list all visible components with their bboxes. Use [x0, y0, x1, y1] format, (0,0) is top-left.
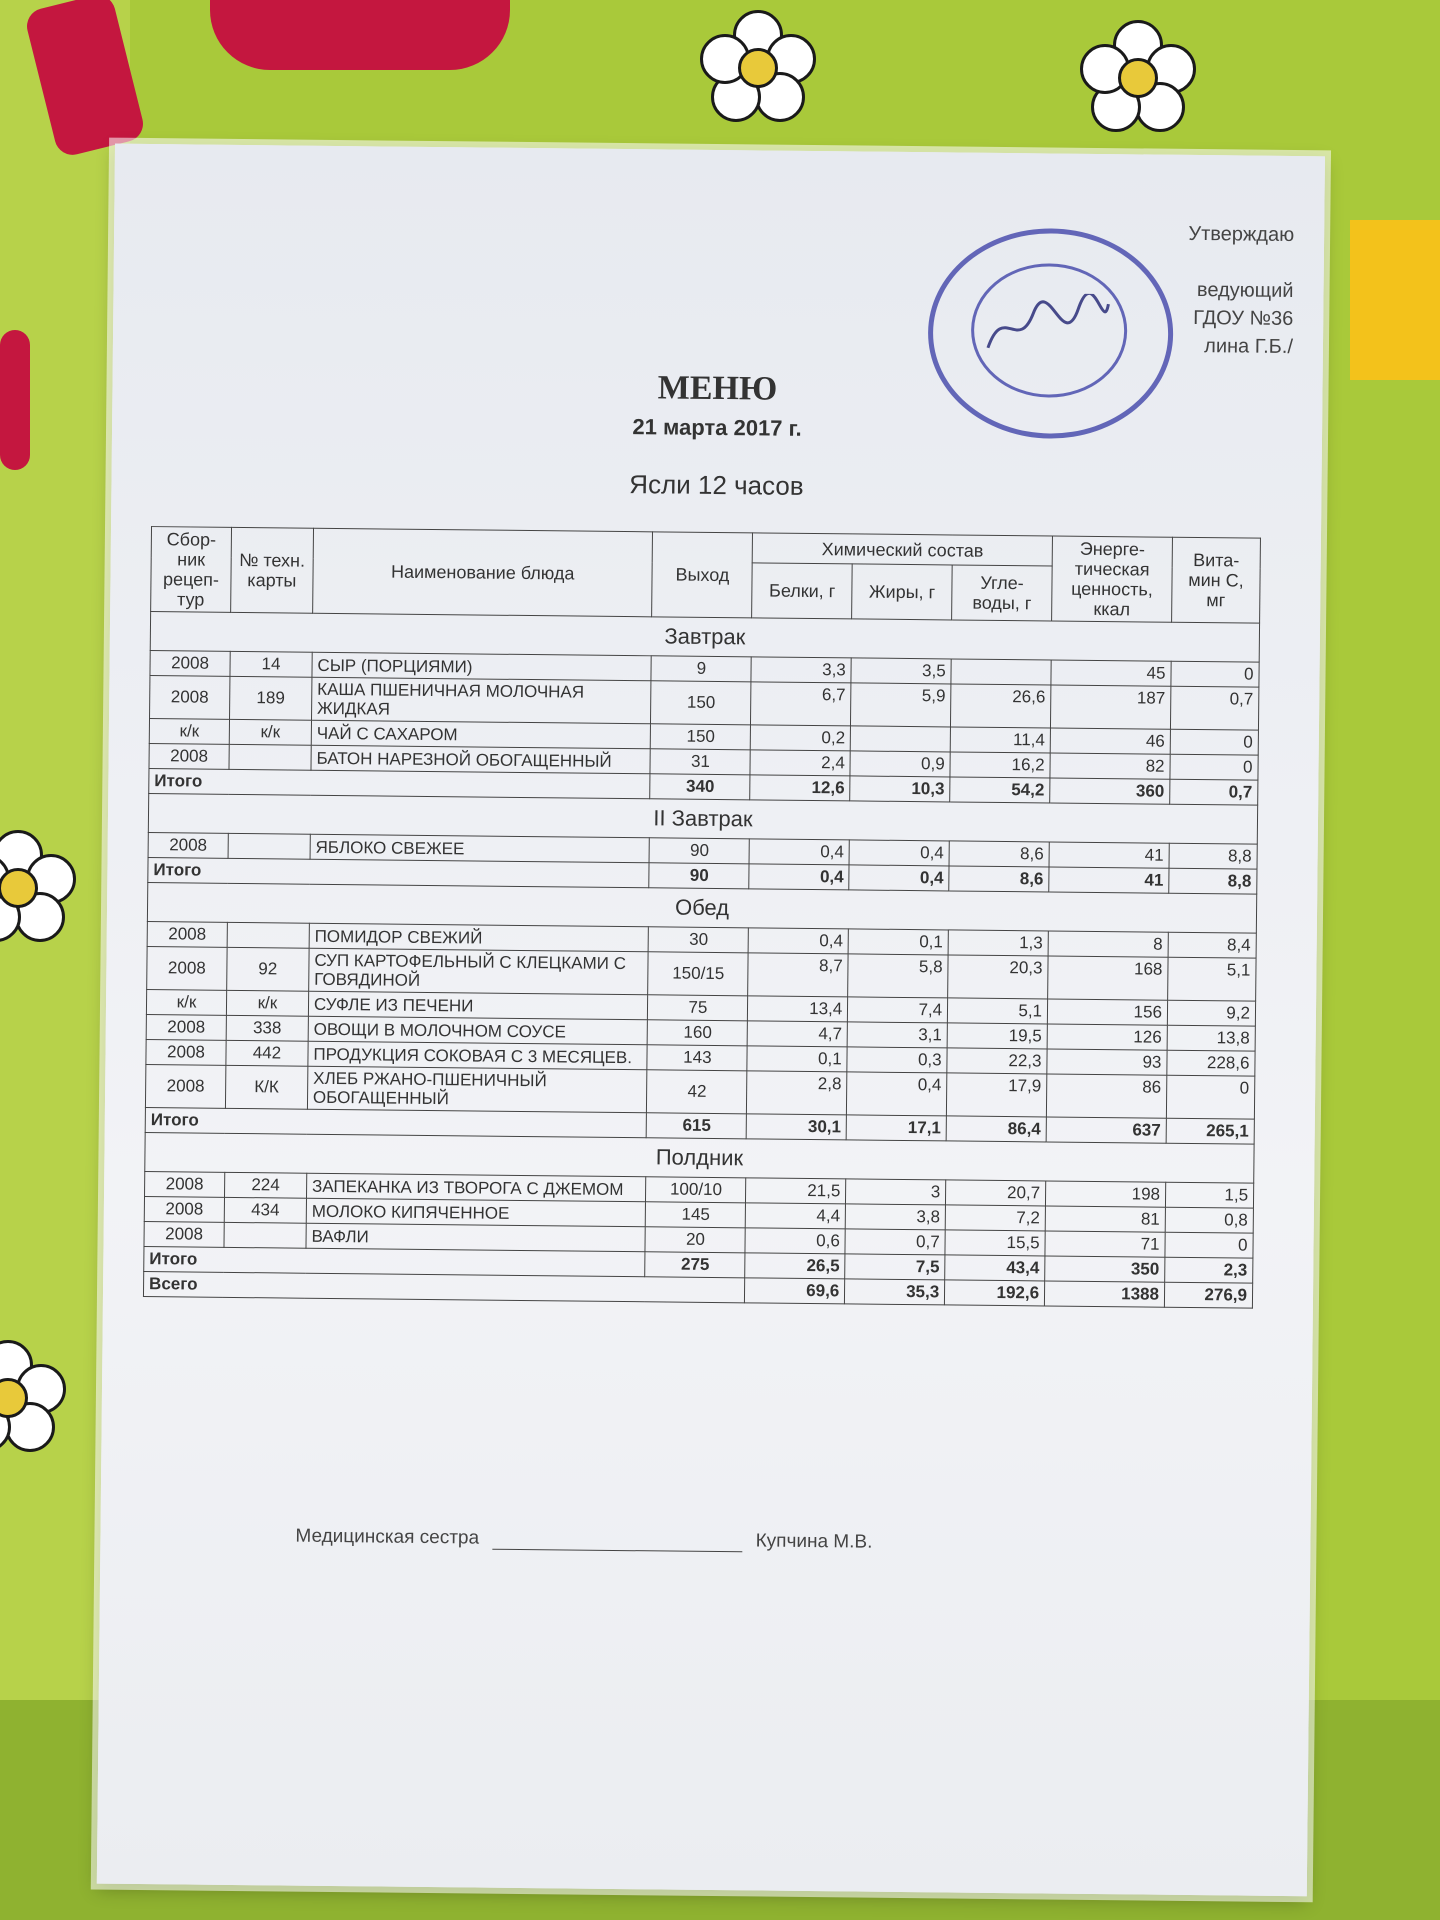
cell-fat: 17,1 [846, 1115, 946, 1141]
cell-dish-name: СЫР (ПОРЦИЯМИ) [312, 652, 652, 681]
cell-fat: 3,5 [851, 658, 951, 684]
cell-protein: 21,5 [746, 1178, 846, 1204]
cell-vitamin: 8,8 [1169, 868, 1257, 894]
cell-vitamin: 9,2 [1167, 1000, 1255, 1026]
col-energy: Энерге-тическая ценность, ккал [1052, 536, 1173, 622]
cell-fat: 3 [846, 1179, 946, 1205]
cell-carbs: 8,6 [949, 841, 1049, 867]
cell-dish-name: ХЛЕБ РЖАНО-ПШЕНИЧНЫЙ ОБОГАЩЕННЫЙ [307, 1066, 647, 1113]
cell-output: 615 [647, 1113, 747, 1139]
cell-protein: 69,6 [745, 1278, 845, 1304]
flower-decoration [700, 10, 810, 120]
section-title: Обед [147, 883, 1256, 934]
cell-protein: 0,4 [748, 928, 848, 954]
cell-carbs: 15,5 [945, 1230, 1045, 1256]
signature-icon [983, 293, 1114, 364]
cell-dish-name: МОЛОКО КИПЯЧЕННОЕ [306, 1198, 646, 1227]
cell-carbs: 26,6 [951, 684, 1051, 728]
cell-output: 145 [646, 1202, 746, 1228]
cell-collection: к/к [149, 719, 229, 745]
cell-fat [850, 726, 950, 752]
cell-dish-name: ВАФЛИ [306, 1223, 646, 1252]
col-card: № техн. карты [231, 527, 314, 613]
subtotal-label: Итого [145, 1108, 647, 1138]
cell-energy: 360 [1050, 778, 1170, 804]
subtotal-label: Итого [144, 1247, 646, 1277]
cell-collection: 2008 [145, 1172, 225, 1198]
cell-card [224, 1222, 306, 1248]
cell-collection: 2008 [148, 833, 228, 859]
cell-fat: 0,4 [849, 865, 949, 891]
cell-dish-name: СУФЛЕ ИЗ ПЕЧЕНИ [308, 991, 648, 1020]
cell-output: 160 [648, 1020, 748, 1046]
cell-dish-name: ПРОДУКЦИЯ СОКОВАЯ С 3 МЕСЯЦЕВ. [308, 1041, 648, 1070]
cell-carbs: 20,7 [946, 1180, 1046, 1206]
cell-fat: 0,1 [848, 929, 948, 955]
cell-energy: 350 [1045, 1256, 1165, 1282]
cell-carbs: 5,1 [948, 998, 1048, 1024]
cell-carbs: 192,6 [945, 1280, 1045, 1306]
cell-energy: 126 [1047, 1024, 1167, 1050]
cell-fat: 5,8 [848, 954, 948, 998]
cell-energy: 1388 [1044, 1281, 1164, 1307]
cell-energy: 41 [1049, 842, 1169, 868]
cell-protein: 2,8 [747, 1071, 847, 1115]
col-name: Наименование блюда [313, 528, 653, 617]
nurse-name: Купчина М.В. [755, 1530, 873, 1553]
col-vitamin: Вита-мин С, мг [1172, 537, 1261, 623]
cell-carbs: 7,2 [945, 1205, 1045, 1231]
cell-card: к/к [229, 719, 311, 745]
cell-vitamin: 8,4 [1168, 932, 1256, 958]
cell-protein: 0,6 [745, 1228, 845, 1254]
col-protein: Белки, г [752, 563, 852, 619]
cell-collection: 2008 [147, 947, 227, 991]
cell-card: к/к [226, 990, 308, 1016]
cell-energy: 46 [1050, 728, 1170, 754]
cell-fat: 0,4 [849, 840, 949, 866]
cell-energy: 8 [1048, 931, 1168, 957]
cell-collection: 2008 [146, 1040, 226, 1066]
cell-collection: 2008 [150, 651, 230, 677]
grand-total-label: Всего [143, 1272, 745, 1303]
cell-card [228, 833, 310, 859]
cell-card: К/К [225, 1065, 307, 1109]
cell-output: 150/15 [648, 952, 748, 996]
cell-energy: 71 [1045, 1231, 1165, 1257]
cell-vitamin: 0 [1170, 754, 1258, 780]
cell-card: 189 [229, 676, 311, 720]
cell-collection: 2008 [146, 1015, 226, 1041]
flower-decoration [0, 1340, 60, 1450]
cell-carbs: 43,4 [945, 1255, 1045, 1281]
approval-line: Утверждаю [1188, 222, 1295, 247]
approval-line: лина Г.Б./ [1204, 335, 1294, 359]
cell-fat: 7,4 [848, 997, 948, 1023]
cell-fat: 35,3 [845, 1279, 945, 1305]
menu-sheet [97, 144, 1325, 1897]
section-title: Завтрак [150, 612, 1259, 663]
menu-table [143, 526, 1261, 1309]
cell-output: 31 [650, 749, 750, 775]
approval-line: ГДОУ №36 [1193, 306, 1294, 331]
cell-energy: 156 [1047, 999, 1167, 1025]
cell-carbs: 86,4 [946, 1116, 1046, 1142]
menu-date: 21 марта 2017 г. [632, 414, 802, 441]
red-letter-decoration [0, 330, 30, 470]
cell-dish-name: ЗАПЕКАНКА ИЗ ТВОРОГА С ДЖЕМОМ [306, 1173, 646, 1202]
section-title: Полдник [145, 1133, 1254, 1184]
cell-protein: 6,7 [751, 682, 851, 726]
cell-fat: 3,1 [847, 1022, 947, 1048]
cell-card [227, 922, 309, 948]
group-name: Ясли 12 часов [629, 469, 804, 501]
cell-dish-name: ЧАЙ С САХАРОМ [311, 720, 651, 749]
cell-vitamin: 8,8 [1169, 843, 1257, 869]
cell-energy: 198 [1046, 1181, 1166, 1207]
cell-energy: 81 [1045, 1206, 1165, 1232]
col-fat: Жиры, г [852, 564, 952, 620]
cell-protein: 0,4 [749, 864, 849, 890]
col-collection: Сбор-ник рецеп-тур [151, 527, 232, 613]
cell-vitamin: 0,7 [1170, 686, 1258, 730]
cell-output: 75 [648, 995, 748, 1021]
cell-protein: 12,6 [750, 775, 850, 801]
cell-vitamin: 0,7 [1170, 779, 1258, 805]
cell-collection: к/к [146, 990, 226, 1016]
cell-fat: 0,4 [847, 1072, 947, 1116]
cell-protein: 30,1 [747, 1114, 847, 1140]
cell-protein: 0,2 [751, 725, 851, 751]
cell-card: 442 [226, 1040, 308, 1066]
cell-collection: 2008 [145, 1065, 225, 1109]
cell-fat: 5,9 [851, 683, 951, 727]
approval-line: ведующий [1196, 279, 1294, 303]
cell-collection: 2008 [150, 676, 230, 720]
cell-protein: 2,4 [750, 750, 850, 776]
cell-output: 143 [647, 1045, 747, 1071]
cell-carbs: 20,3 [948, 955, 1048, 999]
cell-output: 9 [651, 656, 751, 682]
cell-protein: 3,3 [751, 657, 851, 683]
cell-collection: 2008 [144, 1222, 224, 1248]
cell-carbs: 19,5 [947, 1023, 1047, 1049]
cell-protein: 13,4 [748, 996, 848, 1022]
yellow-wall-decoration [1350, 220, 1440, 380]
cell-vitamin: 0,8 [1165, 1207, 1253, 1233]
cell-output: 100/10 [646, 1177, 746, 1203]
cell-dish-name: БАТОН НАРЕЗНОЙ ОБОГАЩЕННЫЙ [311, 745, 651, 774]
cell-vitamin: 0 [1166, 1075, 1254, 1119]
cell-card: 338 [226, 1015, 308, 1041]
cell-collection: 2008 [149, 744, 229, 770]
cell-card [229, 744, 311, 770]
cell-dish-name: ОВОЩИ В МОЛОЧНОМ СОУСЕ [308, 1016, 648, 1045]
cell-fat: 0,7 [845, 1229, 945, 1255]
cell-output: 20 [645, 1227, 745, 1253]
cell-carbs: 17,9 [947, 1073, 1047, 1117]
subtotal-label: Итого [148, 858, 650, 888]
cell-energy: 45 [1051, 660, 1171, 686]
cell-carbs: 16,2 [950, 752, 1050, 778]
cell-fat: 7,5 [845, 1254, 945, 1280]
cell-energy: 41 [1049, 867, 1169, 893]
cell-card: 14 [230, 651, 312, 677]
cell-energy: 637 [1046, 1117, 1166, 1143]
red-letter-decoration [210, 0, 510, 70]
cell-carbs: 11,4 [950, 727, 1050, 753]
cell-energy: 187 [1051, 685, 1171, 729]
col-output: Выход [652, 532, 753, 618]
cell-energy: 82 [1050, 753, 1170, 779]
cell-collection: 2008 [144, 1197, 224, 1223]
approval-block [1187, 220, 1294, 361]
col-carbs: Угле-воды, г [952, 565, 1052, 621]
cell-card: 434 [224, 1197, 306, 1223]
cell-vitamin: 265,1 [1166, 1118, 1254, 1144]
cell-vitamin: 0 [1171, 661, 1259, 687]
cell-protein: 8,7 [748, 953, 848, 997]
cell-carbs: 22,3 [947, 1048, 1047, 1074]
cell-energy: 168 [1048, 956, 1168, 1000]
cell-output: 340 [650, 774, 750, 800]
cell-output: 30 [649, 927, 749, 953]
cell-dish-name: СУП КАРТОФЕЛЬНЫЙ С КЛЕЦКАМИ С ГОВЯДИНОЙ [309, 948, 649, 995]
cell-carbs: 8,6 [949, 866, 1049, 892]
cell-vitamin: 1,5 [1165, 1182, 1253, 1208]
cell-carbs: 1,3 [948, 930, 1048, 956]
cell-carbs [951, 659, 1051, 685]
cell-vitamin: 2,3 [1165, 1257, 1253, 1283]
cell-energy: 93 [1047, 1049, 1167, 1075]
cell-dish-name: ПОМИДОР СВЕЖИЙ [309, 923, 649, 952]
cell-vitamin: 13,8 [1167, 1025, 1255, 1051]
cell-protein: 0,4 [749, 839, 849, 865]
subtotal-label: Итого [149, 769, 651, 799]
cell-card: 92 [227, 947, 309, 991]
cell-energy: 86 [1046, 1074, 1166, 1118]
cell-protein: 26,5 [745, 1253, 845, 1279]
cell-protein: 4,4 [746, 1203, 846, 1229]
cell-fat: 0,3 [847, 1047, 947, 1073]
cell-vitamin: 228,6 [1167, 1050, 1255, 1076]
cell-output: 42 [647, 1070, 747, 1114]
flower-decoration [0, 830, 70, 940]
cell-output: 90 [649, 863, 749, 889]
cell-card: 224 [224, 1172, 306, 1198]
flower-decoration [1080, 20, 1190, 130]
cell-vitamin: 5,1 [1168, 957, 1256, 1001]
cell-dish-name: ЯБЛОКО СВЕЖЕЕ [310, 834, 650, 863]
cell-vitamin: 0 [1165, 1232, 1253, 1258]
cell-output: 150 [651, 681, 751, 725]
cell-vitamin: 276,9 [1164, 1282, 1252, 1308]
cell-dish-name: КАША ПШЕНИЧНАЯ МОЛОЧНАЯ ЖИДКАЯ [311, 677, 651, 724]
cell-protein: 4,7 [747, 1021, 847, 1047]
cell-output: 275 [645, 1252, 745, 1278]
nurse-role: Медицинская сестра [295, 1525, 480, 1549]
cell-collection: 2008 [147, 922, 227, 948]
col-chem: Химический состав [753, 533, 1053, 566]
cell-vitamin: 0 [1170, 729, 1258, 755]
section-title: II Завтрак [148, 794, 1257, 845]
cell-protein: 0,1 [747, 1046, 847, 1072]
cell-output: 150 [651, 724, 751, 750]
cell-fat: 10,3 [850, 776, 950, 802]
cell-carbs: 54,2 [950, 777, 1050, 803]
cell-fat: 0,9 [850, 751, 950, 777]
cell-fat: 3,8 [845, 1204, 945, 1230]
cell-output: 90 [649, 838, 749, 864]
page-title: МЕНЮ [657, 369, 778, 408]
